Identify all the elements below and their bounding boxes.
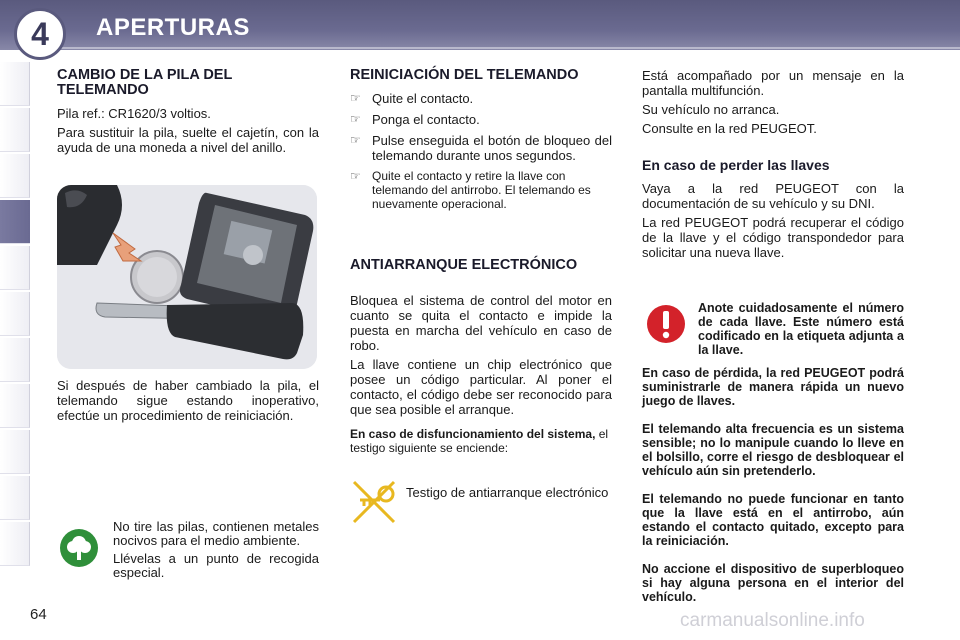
warning-loss: En caso de pérdida, la red PEUGEOT podrá suministrarle de manera rápida un nuevo juego de llaves. <box>642 366 904 408</box>
lost-keys-text-1: Vaya a la red PEUGEOT con la documentación de su vehículo y su DNI. <box>642 181 904 211</box>
immobilizer-key-icon <box>350 478 398 531</box>
column-immobilizer <box>350 258 612 459</box>
malfunction-text: En caso de disfuncionamiento del sistema, el testigo siguiente se enciende: <box>350 427 609 455</box>
lost-keys-text-2: La red PEUGEOT podrá recuperar el código de la llave y el código transpondedor para solicitar una nueva llave. <box>642 215 904 260</box>
message-text: Está acompañado por un mensaje en la pantalla multifunción. <box>642 68 904 98</box>
reset-step: ☞ Quite el contacto. <box>350 91 474 106</box>
column-battery-note <box>57 378 319 427</box>
key-battery-illustration <box>57 185 317 369</box>
battery-instructions: Para sustituir la pila, suelte el cajetín, con la ayuda de una moneda a nivel del anillo. <box>57 125 319 155</box>
chapter-tab-4[interactable] <box>0 200 30 244</box>
column-battery <box>57 68 319 159</box>
immobilizer-text-1: Bloquea el sistema de control del motor en cuanto se quita el contacto e impide la puesta en marcha del vehículo en caso de robo. <box>350 293 612 353</box>
battery-reset-note: Si después de haber cambiado la pila, el telemando sigue estando inoperativo, efectúe un procedimiento de reiniciación. <box>57 378 319 423</box>
hand-pointer-icon: ☞ <box>350 133 361 147</box>
hand-pointer-icon: ☞ <box>350 91 361 105</box>
chapter-badge: 4 <box>14 8 66 60</box>
chapter-tab-2[interactable] <box>0 108 30 152</box>
header-divider <box>60 47 960 49</box>
chapter-tab-3[interactable] <box>0 154 30 198</box>
remote-warnings <box>642 366 904 618</box>
hand-pointer-icon: ☞ <box>350 112 361 126</box>
eco-text-1: No tire las pilas, contienen metales nocivos para el medio ambiente. <box>113 519 319 548</box>
chapter-tab-10[interactable] <box>0 476 30 520</box>
chapter-tab-1[interactable] <box>0 62 30 106</box>
chapter-tabs <box>0 62 32 568</box>
chapter-tab-8[interactable] <box>0 384 30 428</box>
warning-deadlock: No accione el dispositivo de superbloqueo si hay alguna persona en el interior del vehículo. <box>642 562 904 604</box>
immobilizer-light-label: Testigo de antiarranque electrónico <box>406 485 609 500</box>
key-number-note <box>698 301 904 371</box>
no-start-text: Su vehículo no arranca. <box>642 102 780 117</box>
immobilizer-heading: ANTIARRANQUE ELECTRÓNICO <box>350 257 578 273</box>
key-number-text: Anote cuidadosamente el número de cada llave. Este número está codificado en la etiqueta adjunta a la llave. <box>698 301 904 357</box>
chapter-tab-7[interactable] <box>0 338 30 382</box>
reset-step: ☞ Pulse enseguida el botón de bloqueo del telemando durante unos segundos. <box>350 133 612 163</box>
battery-ref: Pila ref.: CR1620/3 voltios. <box>57 106 211 121</box>
reset-step: ☞ Ponga el contacto. <box>350 112 480 127</box>
page-title: APERTURAS <box>96 14 250 41</box>
chapter-tab-5[interactable] <box>0 246 30 290</box>
key-battery-photo <box>57 185 317 369</box>
chapter-tab-11[interactable] <box>0 522 30 566</box>
consult-text: Consulte en la red PEUGEOT. <box>642 121 817 136</box>
warning-icon <box>646 304 686 349</box>
reset-heading: REINICIACIÓN DEL TELEMANDO <box>350 67 579 83</box>
page-number: 64 <box>30 606 47 623</box>
battery-heading: CAMBIO DE LA PILA DEL TELEMANDO <box>57 67 233 98</box>
column-lost-keys <box>642 68 904 264</box>
eco-text-2: Llévelas a un punto de recogida especial. <box>113 551 319 580</box>
chapter-tab-9[interactable] <box>0 430 30 474</box>
hand-pointer-icon: ☞ <box>350 169 361 183</box>
warning-ignition: El telemando no puede funcionar en tanto que la llave está en el antirrobo, aún estando el contacto quitado, excepto para la reiniciación. <box>642 492 904 548</box>
immobilizer-text-2: La llave contiene un chip electrónico que posee un código particular. Al poner el contacto, el código debe ser reconocido para que sea posible el arranque. <box>350 357 612 417</box>
chapter-tab-6[interactable] <box>0 292 30 336</box>
reset-steps <box>350 91 612 211</box>
reset-step: ☞ Quite el contacto y retire la llave con telemando del antirrobo. El telemando es nuevamente operacional. <box>350 169 591 211</box>
column-reset <box>350 68 612 217</box>
tree-icon <box>59 528 99 573</box>
lost-keys-heading: En caso de perder las llaves <box>642 157 830 173</box>
watermark: carmanualsonline.info <box>680 610 865 631</box>
warning-sensitive: El telemando alta frecuencia es un sistema sensible; no lo manipule cuando lo lleve en el bolsillo, corre el riesgo de desbloquear el vehículo aún sin pretenderlo. <box>642 422 904 478</box>
